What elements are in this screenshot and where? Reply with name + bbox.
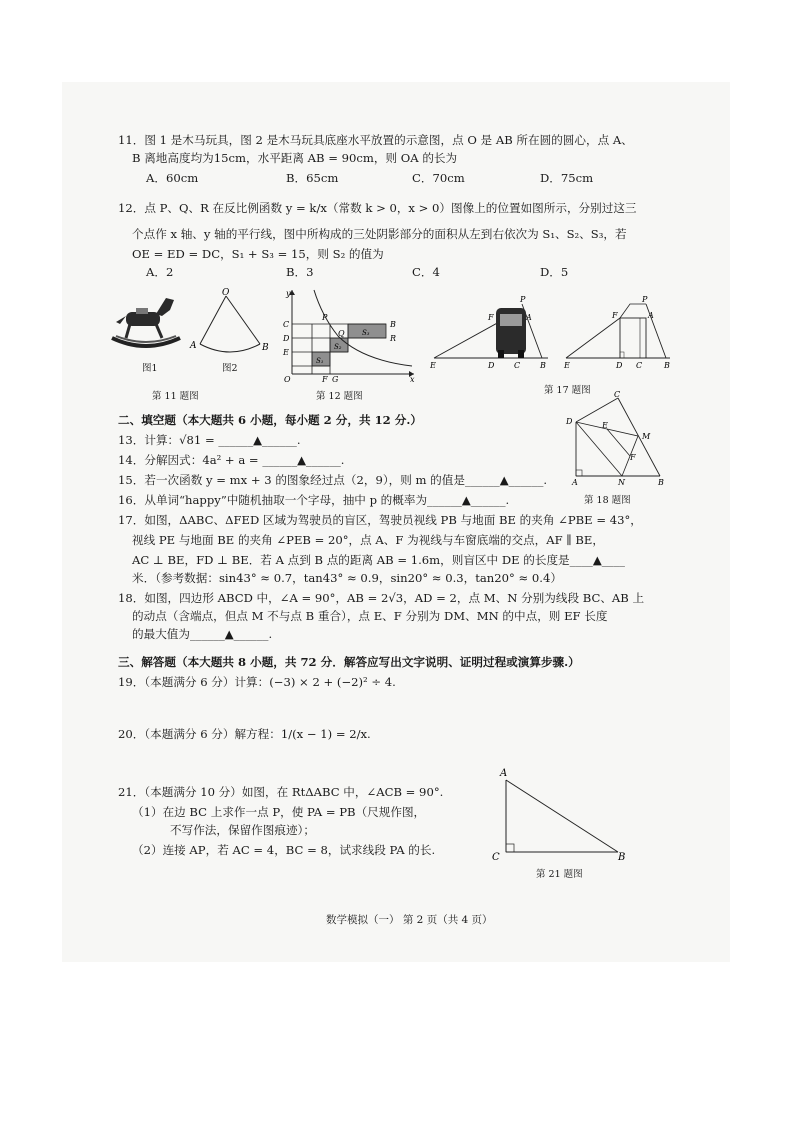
label-P: P [520, 295, 526, 304]
label-S3: S₃ [362, 329, 370, 337]
q11-line2: B 离地高度均为15cm，水平距离 AB = 90cm，则 OA 的长为 [132, 151, 458, 165]
label-P: P [322, 313, 328, 322]
q11-option-c: C．70cm [412, 171, 465, 185]
label-B2: B [664, 361, 670, 368]
quadrilateral-figure [556, 390, 674, 486]
label-N: N [618, 478, 625, 486]
label-E2: E [564, 361, 570, 368]
label-M: M [642, 432, 651, 441]
q11-line1: 11．图 1 是木马玩具，图 2 是木马玩具底座水平放置的示意图，点 O 是 AB 所在圆的圆心，点 A、 [118, 133, 633, 147]
label-B: B [262, 343, 269, 353]
label-E: E [602, 421, 608, 430]
label-C2: C [636, 361, 643, 368]
fig2-caption: 图2 [222, 363, 238, 374]
q13: 13．计算：√81 = ______▲______. [118, 433, 301, 447]
label-A: A [572, 478, 578, 486]
label-D: D [566, 417, 573, 426]
label-S1: S₁ [316, 357, 324, 365]
q17-line3: AC ⊥ BE，FD ⊥ BE．若 A 点到 B 点的距离 AB = 1.6m，则盲区中 DE 的长度是____▲____ [132, 553, 625, 567]
label-F: F [322, 375, 328, 384]
label-B: B [540, 361, 546, 368]
label-D2: D [616, 361, 623, 368]
label-A: A [500, 768, 508, 779]
q12-figure-caption: 第 12 题图 [316, 391, 363, 402]
label-S2: S₂ [334, 343, 342, 351]
q21-line2: （1）在边 BC 上求作一点 P，使 PA = PB（尺规作图， [132, 805, 426, 819]
section-2-title: 二、填空题（本大题共 6 小题，每小题 2 分，共 12 分.） [118, 413, 422, 427]
q18-line3: 的最大值为______▲______. [132, 627, 273, 641]
fig1-caption: 图1 [142, 363, 158, 374]
label-B: B [618, 852, 626, 863]
label-F2: F [612, 311, 618, 320]
label-D: D [283, 334, 290, 343]
page-footer: 数学模拟（一） 第 2 页（共 4 页） [326, 914, 493, 926]
label-A: A [526, 313, 532, 322]
reciprocal-function-figure [282, 286, 420, 384]
q12-line3: OE = ED = DC，S₁ + S₃ = 15，则 S₂ 的值为 [132, 247, 384, 261]
q20: 20．（本题满分 6 分）解方程：1/(x − 1) = 2/x. [118, 727, 371, 741]
label-A: A [190, 341, 197, 351]
q16: 16．从单词“happy”中随机抽取一个字母，抽中 p 的概率为______▲______. [118, 493, 510, 507]
q18-line2: 的动点（含端点，但点 M 不与点 B 重合），点 E、F 分别为 DM、MN 的中点，则 EF 长度 [132, 609, 608, 623]
q18-line1: 18．如图，四边形 ABCD 中，∠A = 90°，AB = 2√3，AD = 2，点 M、N 分别为线段 BC、AB 上 [118, 591, 645, 605]
label-R: R [390, 334, 397, 343]
label-C: C [514, 361, 521, 368]
q17-line4: 米．（参考数据：sin43° ≈ 0.7，tan43° ≈ 0.9，sin20° ≈ 0.3，tan20° ≈ 0.4） [132, 571, 562, 585]
q11-option-a: A．60cm [146, 171, 199, 185]
q14: 14．分解因式：4a² + a = ______▲______. [118, 453, 345, 467]
q21-line3: 不写作法，保留作图痕迹）； [170, 823, 315, 837]
blind-zone-figure [430, 294, 678, 368]
q12-line1: 12．点 P、Q、R 在反比例函数 y = k/x（常数 k > 0，x > 0）图像上的位置如图所示，分别过这三 [118, 201, 637, 215]
q12-option-a: A．2 [146, 265, 174, 279]
q11-option-b: B．65cm [286, 171, 339, 185]
label-C: C [492, 852, 500, 863]
q11-option-d: D．75cm [540, 171, 594, 185]
label-E: E [430, 361, 436, 368]
label-P2: P [642, 295, 648, 304]
axis-y-label: y [286, 289, 291, 298]
label-O: O [222, 288, 230, 298]
q17-figure-caption: 第 17 题图 [544, 385, 591, 396]
label-A2: A [648, 311, 654, 320]
q12-option-d: D．5 [540, 265, 569, 279]
q12-line2: 个点作 x 轴、y 轴的平行线，图中所构成的三处阴影部分的面积从左到右依次为 S₁、S₂、S₃，若 [132, 227, 627, 241]
q15: 15．若一次函数 y = mx + 3 的图象经过点（2，9），则 m 的值是______▲______. [118, 473, 548, 487]
label-G: G [332, 375, 339, 384]
q21-line4: （2）连接 AP，若 AC = 4，BC = 8，试求线段 PA 的长. [132, 843, 436, 857]
rocking-horse-figure [108, 292, 184, 354]
sector-figure [186, 288, 270, 360]
label-F: F [488, 313, 494, 322]
label-O: O [284, 375, 291, 384]
label-D: D [488, 361, 495, 368]
q12-option-c: C．4 [412, 265, 440, 279]
label-C: C [614, 390, 621, 399]
section-3-title: 三、解答题（本大题共 8 小题，共 72 分．解答应写出文字说明、证明过程或演算步骤.） [118, 655, 580, 669]
axis-x-label: x [410, 375, 415, 384]
label-F: F [630, 453, 636, 462]
q12-option-b: B．3 [286, 265, 314, 279]
q17-line2: 视线 PE 与地面 BE 的夹角 ∠PEB = 20°，点 A、F 为视线与车窗底端的交点，AF ∥ BE， [132, 533, 604, 547]
label-B: B [658, 478, 664, 486]
q18-figure-caption: 第 18 题图 [584, 495, 631, 506]
label-E: E [283, 348, 289, 357]
right-triangle-figure [488, 764, 630, 864]
label-Q: Q [338, 329, 345, 338]
q19: 19．（本题满分 6 分）计算：(−3) × 2 + (−2)² ÷ 4. [118, 675, 396, 689]
q21-line1: 21．（本题满分 10 分）如图，在 RtΔABC 中，∠ACB = 90°. [118, 785, 444, 799]
q17-line1: 17．如图，ΔABC、ΔFED 区域为驾驶员的盲区，驾驶员视线 PB 与地面 BE 的夹角 ∠PBE = 43°， [118, 513, 642, 527]
label-B: B [390, 320, 396, 329]
label-C: C [283, 320, 290, 329]
q11-figure-caption: 第 11 题图 [152, 391, 199, 402]
q21-figure-caption: 第 21 题图 [536, 869, 583, 880]
